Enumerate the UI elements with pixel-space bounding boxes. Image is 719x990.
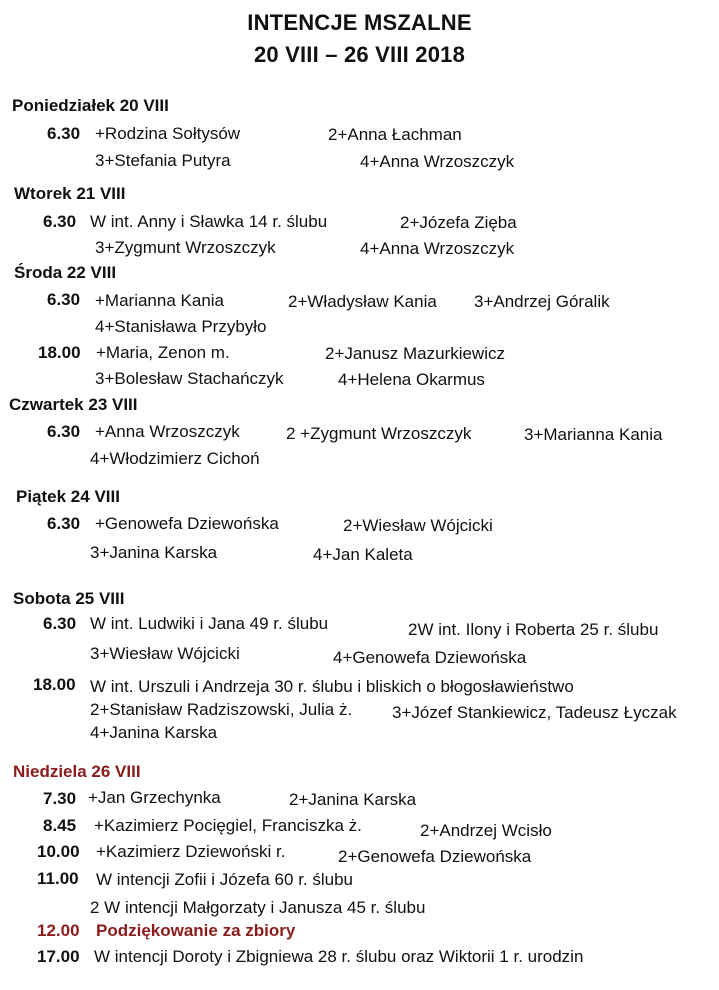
mass-time: 10.00 [37,842,80,861]
day-heading-tuesday: Wtorek 21 VIII [14,184,126,203]
intention-text: W int. Anny i Sławka 14 r. ślubu [90,212,328,231]
mass-time: 11.00 [37,869,79,888]
intention-text: 2+Genowefa Dziewońska [338,847,532,866]
thanksgiving-intention: Podziękowanie za zbiory [96,921,296,940]
intention-text: 2 W intencji Małgorzaty i Janusza 45 r. ślubu [90,898,426,917]
intention-text: 2+Władysław Kania [288,292,437,311]
intention-text: 2W int. Ilony i Roberta 25 r. ślubu [408,620,659,639]
date-range-title: 20 VIII – 26 VIII 2018 [253,42,466,67]
intention-text: 4+Anna Wrzoszczyk [360,152,515,171]
intention-text: 3+Marianna Kania [524,425,663,444]
intention-text: +Marianna Kania [95,291,225,310]
intention-text: +Jan Grzechynka [88,788,221,807]
mass-time: 6.30 [43,212,77,231]
intention-text: 3+Andrzej Góralik [474,292,610,311]
intention-text: +Kazimierz Dziewoński r. [96,842,286,861]
intention-text: 2+Józefa Zięba [400,213,517,232]
intention-text: 2 +Zygmunt Wrzoszczyk [286,424,472,443]
intention-text: +Genowefa Dziewońska [95,514,279,533]
mass-time: 12.00 [37,921,80,940]
intention-text: +Kazimierz Pocięgiel, Franciszka ż. [94,816,362,835]
intention-text: +Anna Wrzoszczyk [95,422,240,441]
intention-text: 2+Janina Karska [289,790,417,809]
intention-text: 4+Genowefa Dziewońska [333,648,527,667]
mass-time: 6.30 [43,614,77,633]
mass-time: 18.00 [33,675,76,694]
intention-text: 3+Wiesław Wójcicki [90,644,240,663]
mass-time: 6.30 [47,290,81,309]
intention-text: 2+Janusz Mazurkiewicz [325,344,505,363]
intention-text: 3+Stefania Putyra [95,151,231,170]
intention-text: W intencji Zofii i Józefa 60 r. ślubu [96,870,354,889]
mass-time: 6.30 [47,422,81,441]
intention-text: 2+Andrzej Wcisło [420,821,552,840]
mass-time: 7.30 [43,789,77,808]
intention-text: 3+Janina Karska [90,543,218,562]
intention-text: 3+Bolesław Stachańczyk [95,369,284,388]
intention-text: W intencji Doroty i Zbigniewa 28 r. ślubu oraz Wiktorii 1 r. urodzin [94,947,584,966]
page-title: INTENCJE MSZALNE [247,10,472,35]
day-heading-sunday: Niedziela 26 VIII [13,762,141,781]
intention-text: 3+Józef Stankiewicz, Tadeusz Łyczak [392,703,677,722]
intention-text: +Maria, Zenon m. [96,343,230,362]
mass-time: 6.30 [47,124,81,143]
day-heading-saturday: Sobota 25 VIII [13,589,125,608]
intention-text: 2+Stanisław Radziszowski, Julia ż. [90,700,353,719]
intention-text: 4+Jan Kaleta [313,545,413,564]
mass-time: 17.00 [37,947,80,966]
intention-text: W int. Ludwiki i Jana 49 r. ślubu [90,614,329,633]
day-heading-wednesday: Środa 22 VIII [14,263,117,282]
day-heading-thursday: Czwartek 23 VIII [9,395,138,414]
intention-text: 4+Stanisława Przybyło [95,317,267,336]
day-heading-friday: Piątek 24 VIII [16,487,120,506]
mass-time: 8.45 [43,816,77,835]
mass-time: 18.00 [38,343,81,362]
intention-text: +Rodzina Sołtysów [95,124,241,143]
intention-text: 2+Wiesław Wójcicki [343,516,493,535]
intention-text: 2+Anna Łachman [328,125,462,144]
day-heading-monday: Poniedziałek 20 VIII [12,96,169,115]
mass-time: 6.30 [47,514,81,533]
intention-text: 4+Helena Okarmus [338,370,485,389]
intention-text: W int. Urszuli i Andrzeja 30 r. ślubu i bliskich o błogosławieństwo [90,677,574,696]
intention-text: 3+Zygmunt Wrzoszczyk [95,238,276,257]
intention-text: 4+Janina Karska [90,723,218,742]
intention-text: 4+Anna Wrzoszczyk [360,239,515,258]
intention-text: 4+Włodzimierz Cichoń [90,449,260,468]
